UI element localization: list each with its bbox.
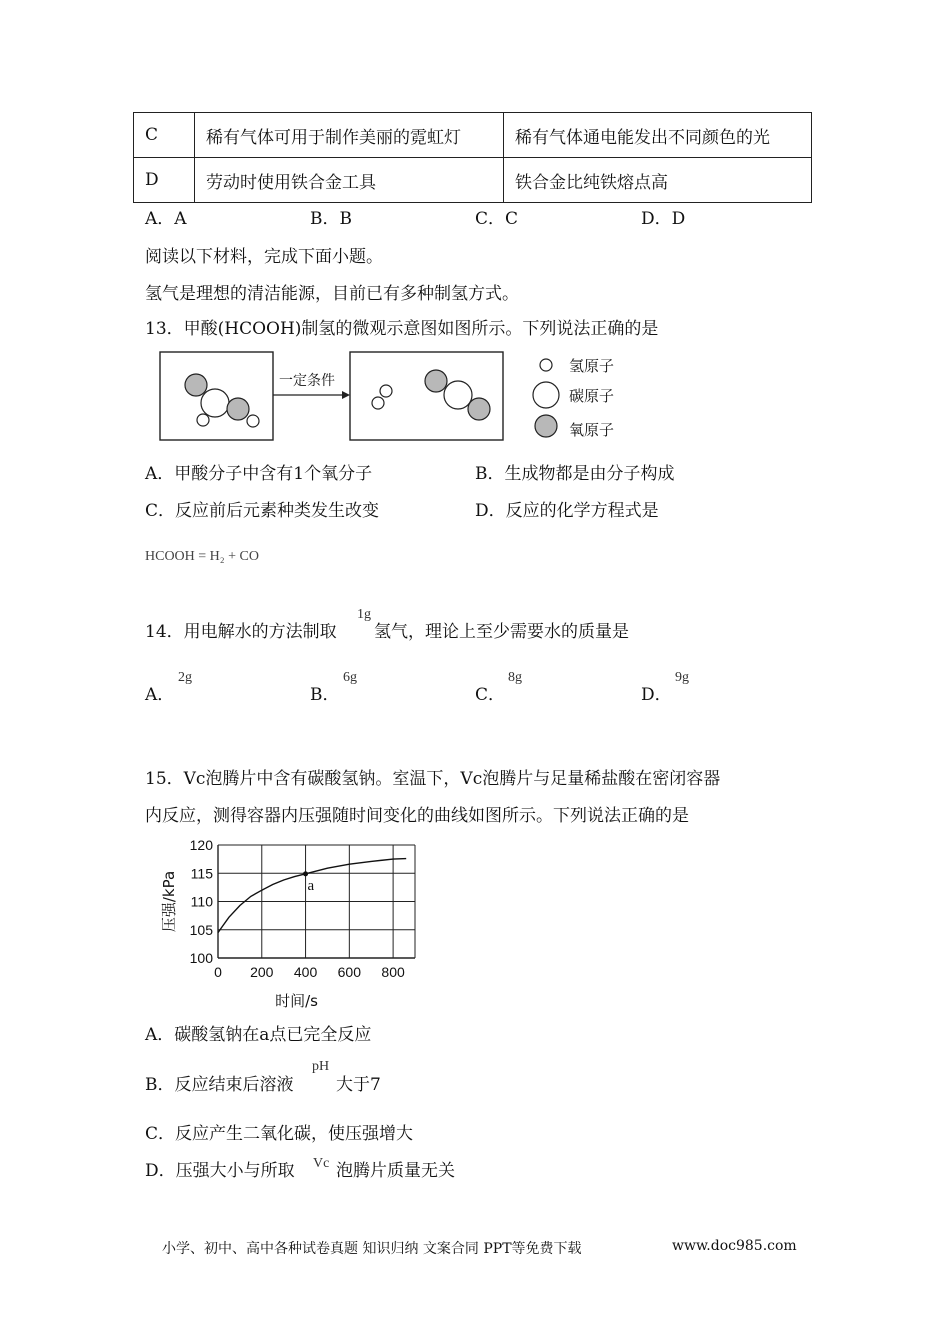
hydrogen-atom bbox=[197, 414, 209, 426]
y-tick-label: 120 bbox=[189, 837, 213, 853]
legend-hydrogen-label: 氢原子 bbox=[569, 357, 615, 375]
q12-choice-b: B．B bbox=[310, 209, 352, 229]
oxygen-atom bbox=[425, 370, 447, 392]
y-tick-label: 100 bbox=[189, 950, 213, 966]
q14-stem-prefix: 14．用电解水的方法制取 bbox=[145, 622, 337, 642]
arrow-label: 一定条件 bbox=[279, 373, 335, 389]
q12-choice-c: C．C bbox=[475, 209, 519, 229]
q14-choice-b-label: B． bbox=[310, 685, 340, 705]
q13-micro-diagram bbox=[150, 345, 640, 450]
option-table bbox=[133, 112, 812, 203]
q14-choice-c-value: 8g bbox=[508, 670, 522, 685]
oxygen-atom bbox=[227, 398, 249, 420]
q14-choice-d-value: 9g bbox=[675, 670, 689, 685]
x-tick-labels bbox=[214, 964, 405, 980]
intro-line-1: 阅读以下材料，完成下面小题。 bbox=[145, 247, 383, 267]
q13-choice-b: B．生成物都是由分子构成 bbox=[475, 464, 675, 484]
x-axis-label: 时间/s bbox=[275, 992, 318, 1010]
footer-url: www.doc985.com bbox=[672, 1238, 797, 1254]
q15-stem-line-1: 15．Vc泡腾片中含有碳酸氢钠。室温下，Vc泡腾片与足量稀盐酸在密闭容器 bbox=[145, 769, 721, 789]
pressure-curve bbox=[218, 859, 406, 933]
x-tick-label: 600 bbox=[337, 964, 362, 980]
q14-mass: 1g bbox=[357, 607, 371, 622]
q13-choice-a: A．甲酸分子中含有1个氧分子 bbox=[145, 464, 373, 484]
q13-choice-c: C．反应前后元素种类发生改变 bbox=[145, 501, 380, 521]
row-fact: 稀有气体可用于制作美丽的霓虹灯 bbox=[195, 113, 504, 158]
q13-equation: HCOOH = H₂ + CO bbox=[145, 549, 260, 564]
carbon-atom bbox=[444, 381, 472, 409]
chart-grid bbox=[218, 845, 415, 958]
hydrogen-atom bbox=[380, 385, 392, 397]
q15-choice-b-pre: B．反应结束后溶液 bbox=[145, 1075, 294, 1095]
legend-hydrogen-icon bbox=[540, 359, 552, 371]
row-letter: D bbox=[134, 158, 195, 203]
intro-line-2: 氢气是理想的清洁能源，目前已有多种制氢方式。 bbox=[145, 284, 519, 304]
row-fact: 劳动时使用铁合金工具 bbox=[195, 158, 504, 203]
hydrogen-atom bbox=[247, 415, 259, 427]
row-letter: C bbox=[134, 113, 195, 158]
oxygen-atom bbox=[468, 398, 490, 420]
y-axis-label: 压强/kPa bbox=[160, 870, 178, 933]
q14-choice-a-value: 2g bbox=[178, 670, 192, 685]
table-row bbox=[134, 113, 812, 158]
y-tick-label: 105 bbox=[189, 921, 213, 938]
q15-choice-d-sup: Vc bbox=[313, 1156, 330, 1171]
y-tick-label: 115 bbox=[190, 865, 213, 882]
x-tick-label: 200 bbox=[250, 964, 274, 980]
legend-oxygen-label: 氧原子 bbox=[569, 421, 615, 439]
pressure-time-chart bbox=[150, 832, 430, 1012]
q14-choice-d-label: D． bbox=[641, 685, 672, 705]
q12-choice-d: D．D bbox=[641, 209, 686, 229]
q14-stem-suffix: 氢气，理论上至少需要水的质量是 bbox=[374, 622, 629, 642]
q13-choice-d: D．反应的化学方程式是 bbox=[475, 501, 659, 521]
oxygen-atom bbox=[185, 374, 207, 396]
point-a-label: a bbox=[307, 877, 315, 894]
row-reason: 铁合金比纯铁熔点高 bbox=[504, 158, 812, 203]
q15-choice-c: C．反应产生二氧化碳，使压强增大 bbox=[145, 1124, 414, 1144]
q15-choice-d-post: 泡腾片质量无关 bbox=[336, 1161, 455, 1181]
table-row bbox=[134, 158, 812, 203]
q13-stem: 13．甲酸(HCOOH)制氢的微观示意图如图所示。下列说法正确的是 bbox=[145, 319, 659, 339]
footer-text: 小学、初中、高中各种试卷真题 知识归纳 文案合同 PPT等免费下载 bbox=[162, 1241, 582, 1257]
x-tick-label: 800 bbox=[381, 964, 405, 980]
legend-carbon-icon bbox=[533, 382, 559, 408]
q15-stem-line-2: 内反应，测得容器内压强随时间变化的曲线如图所示。下列说法正确的是 bbox=[145, 806, 689, 826]
x-tick-label: 0 bbox=[214, 964, 222, 980]
y-tick-label: 110 bbox=[190, 893, 213, 910]
hydrogen-atom bbox=[372, 397, 384, 409]
product-box bbox=[350, 352, 503, 440]
point-a-marker bbox=[303, 871, 308, 876]
q12-choice-a: A．A bbox=[145, 209, 187, 229]
legend-oxygen-icon bbox=[535, 415, 557, 437]
legend-carbon-label: 碳原子 bbox=[569, 387, 615, 405]
q14-choice-b-value: 6g bbox=[343, 670, 357, 685]
row-reason: 稀有气体通电能发出不同颜色的光 bbox=[504, 113, 812, 158]
q15-choice-b-post: 大于7 bbox=[336, 1075, 381, 1095]
arrow-head bbox=[342, 391, 350, 399]
q15-choice-b-sup: pH bbox=[312, 1059, 330, 1074]
carbon-atom bbox=[201, 389, 229, 417]
y-tick-labels bbox=[190, 837, 214, 966]
q14-choice-c-label: C． bbox=[475, 685, 506, 705]
q15-choice-d-pre: D．压强大小与所取 bbox=[145, 1161, 295, 1181]
q15-choice-a: A．碳酸氢钠在a点已完全反应 bbox=[145, 1025, 372, 1045]
q14-choice-a-label: A． bbox=[145, 685, 175, 705]
x-tick-label: 400 bbox=[293, 964, 318, 980]
